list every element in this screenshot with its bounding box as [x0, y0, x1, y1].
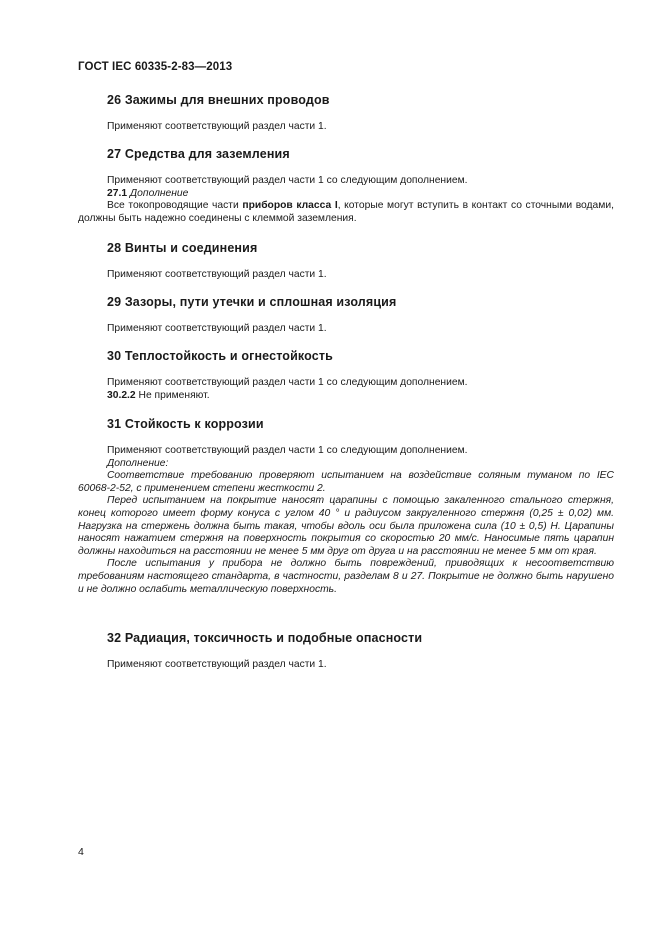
text-run: , которые могут вступить в контакт со сточными водами, должны быть надежно соединены с клеммой заземления. — [78, 200, 614, 224]
section-text: Применяют соответствующий раздел части 1 со следующим дополнением. — [107, 175, 468, 186]
section-32 — [78, 631, 614, 672]
compliance-paragraph: Соответствие требованию проверяют испытанием на воздействие соляным туманом по IEC 60068-2-52, с применением степени жесткости 2. — [78, 470, 614, 494]
text-run: Не применяют. — [135, 389, 210, 401]
section-28 — [78, 241, 614, 282]
addition-label: Дополнение: — [107, 457, 169, 469]
section-title: 30 Теплостойкость и огнестойкость — [107, 349, 333, 363]
section-title: 29 Зазоры, пути утечки и сплошная изоляция — [107, 295, 397, 309]
page-number: 4 — [78, 846, 84, 858]
text-run: Все токопроводящие части — [107, 200, 243, 212]
document-code-header: ГОСТ IEC 60335-2-83—2013 — [78, 61, 233, 73]
section-text: Применяют соответствующий раздел части 1. — [107, 659, 327, 670]
subclause-heading — [78, 188, 614, 201]
post-test-paragraph: После испытания у прибора не должно быть повреждений, приводящих к несоответствию требованиям настоящего стандарта, в частности, разделам 8 и 27. Покрытие не должно быть нарушено и не должно ослабить металлическую поверхность. — [78, 558, 614, 595]
section-text: Применяют соответствующий раздел части 1 со следующим дополнением. — [107, 377, 468, 388]
subclause-number: 27.1 — [107, 187, 128, 199]
section-text: Применяют соответствующий раздел части 1. — [107, 269, 327, 280]
section-text: Применяют соответствующий раздел части 1. — [107, 323, 327, 334]
section-31 — [78, 417, 614, 596]
section-title: 27 Средства для заземления — [107, 147, 290, 161]
subclause-text — [78, 200, 614, 225]
section-30 — [78, 349, 614, 402]
section-title: 32 Радиация, токсичность и подобные опасности — [107, 631, 423, 645]
subclause-number: 30.2.2 — [107, 389, 136, 401]
section-26 — [78, 93, 614, 134]
scratch-test-paragraph: Перед испытанием на покрытие наносят царапины с помощью закаленного стального стержня, конец которого имеет форму конуса с углом 40 ° и радиусом закругленного стержня (0,25 ± 0,02) мм. Нагрузка на стержень должна быть такая, чтобы вдоль оси была приложена сила (10 ± 0,5) Н. Царапины наносят нажатием стержня на поверхность покрытия со скоростью 20 мм/с. Наносимые пять царапин должны находиться на расстоянии не менее 5 мм друг от друга и на расстоянии не менее 5 мм от края. — [78, 495, 614, 557]
section-title: 26 Зажимы для внешних проводов — [107, 93, 330, 107]
section-27 — [78, 147, 614, 225]
section-title: 28 Винты и соединения — [107, 241, 258, 255]
section-text: Применяют соответствующий раздел части 1 со следующим дополнением. — [107, 445, 468, 456]
defined-term: приборов класса I — [242, 200, 338, 212]
section-title: 31 Стойкость к коррозии — [107, 417, 264, 431]
subclause-text — [78, 390, 614, 403]
section-29 — [78, 295, 614, 336]
section-text: Применяют соответствующий раздел части 1. — [107, 121, 327, 132]
subclause-label: Дополнение — [129, 187, 189, 199]
